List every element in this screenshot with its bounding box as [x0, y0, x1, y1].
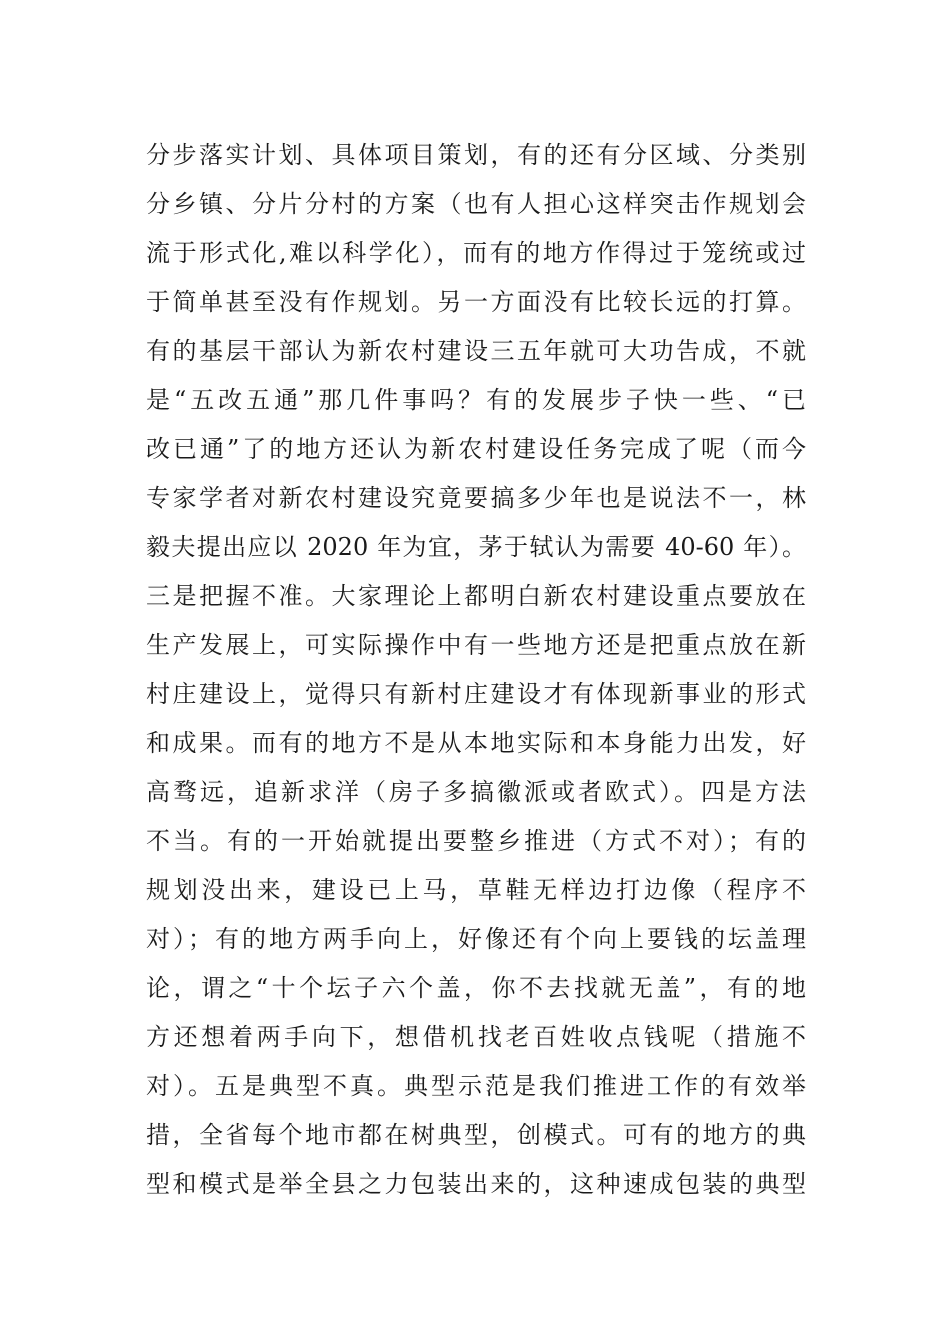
- text-line: 方还想着两手向下，想借机找老百姓收点钱呢（措施不: [146, 1023, 806, 1051]
- text-line: 专家学者对新农村建设究竟要搞多少年也是说法不一，林: [146, 484, 806, 512]
- text-line: 论，谓之“十个坛子六个盖，你不去找就无盖”，有的地: [146, 974, 806, 1002]
- text-line: 措，全省每个地市都在树典型，创模式。可有的地方的典: [146, 1121, 806, 1149]
- text-line: 规划没出来，建设已上马，草鞋无样边打边像（程序不: [146, 876, 806, 904]
- text-line: 不当。有的一开始就提出要整乡推进（方式不对）；有的: [146, 827, 806, 855]
- text-line: 是“五改五通”那几件事吗？有的发展步子快一些、“已: [146, 386, 806, 414]
- text-line: 改已通”了的地方还认为新农村建设任务完成了呢（而今: [146, 435, 806, 463]
- body-paragraph: [146, 131, 806, 1209]
- text-line: 有的基层干部认为新农村建设三五年就可大功告成，不就: [146, 337, 806, 365]
- text-line: 对）；有的地方两手向上，好像还有个向上要钱的坛盖理: [146, 925, 806, 953]
- text-line: 三是把握不准。大家理论上都明白新农村建设重点要放在: [146, 582, 806, 610]
- text-line: 高骛远，追新求洋（房子多搞徽派或者欧式）。四是方法: [146, 778, 806, 806]
- text-line: 分乡镇、分片分村的方案（也有人担心这样突击作规划会: [146, 190, 806, 218]
- text-line: 型和模式是举全县之力包装出来的，这种速成包装的典型: [146, 1170, 806, 1198]
- text-line: 和成果。而有的地方不是从本地实际和本身能力出发，好: [146, 729, 806, 757]
- text-line: 于简单甚至没有作规划。另一方面没有比较长远的打算。: [146, 288, 806, 316]
- text-line: 流于形式化,难以科学化），而有的地方作得过于笼统或过: [146, 239, 806, 267]
- text-line: 分步落实计划、具体项目策划，有的还有分区域、分类别: [146, 141, 806, 169]
- text-line: 村庄建设上，觉得只有新村庄建设才有体现新事业的形式: [146, 680, 806, 708]
- text-line: 毅夫提出应以 2020 年为宜，茅于轼认为需要 40-60 年）。: [146, 533, 806, 561]
- text-line: 生产发展上，可实际操作中有一些地方还是把重点放在新: [146, 631, 806, 659]
- text-line: 对）。五是典型不真。典型示范是我们推进工作的有效举: [146, 1072, 806, 1100]
